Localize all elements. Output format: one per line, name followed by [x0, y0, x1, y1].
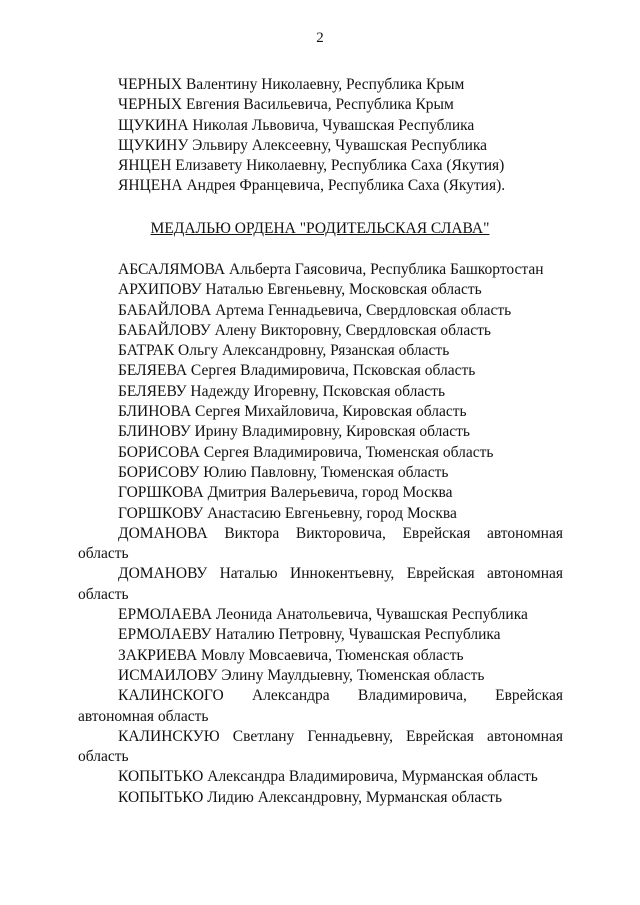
list-item: ЧЕРНЫХ Евгения Васильевича, Республика Крым [118, 96, 454, 114]
list-item: АРХИПОВУ Наталью Евгеньевну, Московская область [118, 281, 482, 299]
list-item: БЛИНОВА Сергея Михайловича, Кировская область [118, 403, 467, 421]
list-item: ЩУКИНА Николая Львовича, Чувашская Республика [118, 116, 475, 134]
list-item: КОПЫТЬКО Лидию Александровну, Мурманская область [118, 788, 503, 806]
section-heading [0, 219, 640, 239]
list-item: ГОРШКОВУ Анастасию Евгеньевну, город Москва [118, 504, 457, 522]
list-item: ЕРМОЛАЕВА Леонида Анатольевича, Чувашская Республика [118, 606, 528, 624]
list-item: ГОРШКОВА Дмитрия Валерьевича, город Москва [118, 484, 453, 502]
list-item: БАБАЙЛОВУ Алену Викторовну, Свердловская область [118, 321, 491, 339]
section-heading-text: МЕДАЛЬЮ ОРДЕНА "РОДИТЕЛЬСКАЯ СЛАВА" [150, 220, 490, 237]
list-item: БЛИНОВУ Ирину Владимировну, Кировская область [118, 423, 471, 441]
list-item: БАБАЙЛОВА Артема Геннадьевича, Свердловская область [118, 301, 512, 319]
list-item: ЕРМОЛАЕВУ Наталию Петровну, Чувашская Республика [118, 626, 501, 644]
list-item: ИСМАИЛОВУ Элину Маулдыевну, Тюменская область [118, 666, 485, 684]
medal-list [78, 260, 563, 808]
list-item: АБСАЛЯМОВА Альберта Гаясовича, Республика Башкортостан [118, 261, 544, 278]
list-item: КАЛИНСКОГО Александра Владимировича, Еврейская автономная область [78, 687, 563, 725]
list-item: ДОМАНОВУ Наталью Иннокентьевну, Еврейская автономная область [78, 565, 563, 603]
list-item: БОРИСОВА Сергея Владимировича, Тюменская область [118, 443, 494, 461]
list-item: БАТРАК Ольгу Александровну, Рязанская область [118, 342, 450, 360]
page-number: 2 [316, 30, 324, 46]
list-item: ЯНЦЕНА Андрея Францевича, Республика Саха (Якутия). [118, 177, 506, 195]
list-item: КОПЫТЬКО Александра Владимировича, Мурманская область [118, 768, 538, 786]
list-item: БЕЛЯЕВУ Надежду Игоревну, Псковская область [118, 382, 446, 400]
list-item: ЩУКИНУ Эльвиру Алексеевну, Чувашская Республика [118, 136, 488, 154]
intro-list [78, 75, 563, 197]
list-item: БЕЛЯЕВА Сергея Владимировича, Псковская область [118, 362, 476, 380]
list-item: БОРИСОВУ Юлию Павловну, Тюменская область [118, 463, 449, 481]
list-item: ЗАКРИЕВА Мовлу Мовсаевича, Тюменская область [118, 646, 464, 664]
list-item: ДОМАНОВА Виктора Викторовича, Еврейская автономная область [78, 524, 563, 563]
list-item: ЧЕРНЫХ Валентину Николаевну, Республика Крым [118, 76, 465, 93]
list-item: КАЛИНСКУЮ Светлану Геннадьевну, Еврейская автономная область [78, 727, 563, 766]
list-item: ЯНЦЕН Елизавету Николаевну, Республика Саха (Якутия) [118, 157, 505, 175]
